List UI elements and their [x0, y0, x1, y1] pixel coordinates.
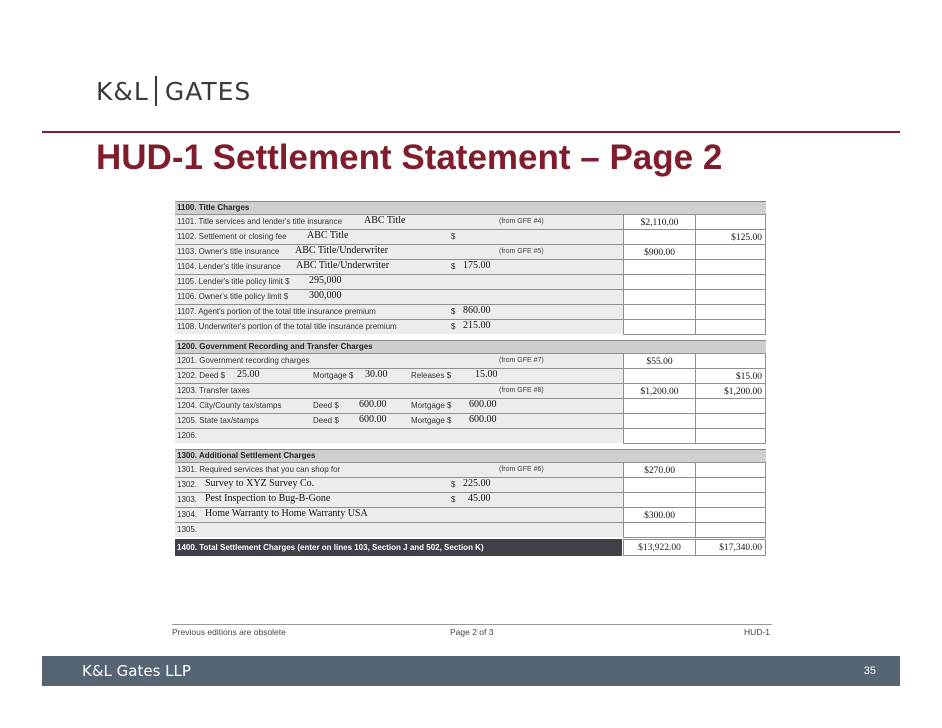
- borrower-amount: $1,200.00: [623, 383, 696, 399]
- line-1304: [175, 507, 766, 522]
- line-label: 1205. State tax/stamps: [177, 416, 259, 425]
- borrower-amount: [623, 492, 696, 508]
- releases-amount: 15.00: [475, 369, 498, 380]
- seller-amount: [695, 259, 766, 275]
- seller-amount: [695, 398, 766, 414]
- borrower-amount: $300.00: [623, 507, 696, 523]
- line-1206: [175, 428, 766, 443]
- line-label: 1301. Required services that you can shop for: [177, 465, 341, 474]
- line-label: 1106. Owner's title policy limit $: [177, 292, 289, 301]
- line-1202: [175, 368, 766, 383]
- borrower-amount: [623, 368, 696, 384]
- line-value: 295,000: [309, 275, 342, 286]
- line-label: 1305.: [177, 525, 198, 534]
- line-label: 1206.: [177, 431, 198, 440]
- line-1102: [175, 229, 766, 244]
- line-label: 1202. Deed $: [177, 371, 226, 380]
- mortgage-label: Mortgage $: [411, 416, 452, 425]
- seller-amount: $1,200.00: [695, 383, 766, 399]
- line-label: 1204. City/County tax/stamps: [177, 401, 282, 410]
- line-value: ABC Title/Underwriter: [295, 245, 389, 256]
- line-value: ABC Title: [364, 215, 406, 226]
- mortgage-amount: 30.00: [365, 369, 388, 380]
- line-1105: [175, 274, 766, 289]
- line-1107: [175, 304, 766, 319]
- form-footer-center: Page 2 of 3: [450, 627, 494, 637]
- sub-amount: 175.00: [463, 260, 491, 271]
- seller-amount: $15.00: [695, 368, 766, 384]
- dollar-sign: $: [451, 480, 456, 489]
- mortgage-label: Mortgage $: [313, 371, 354, 380]
- line-value: Survey to XYZ Survey Co.: [205, 478, 315, 489]
- borrower-amount: $900.00: [623, 244, 696, 260]
- line-label: 1101. Title services and lender's title insurance: [177, 217, 343, 226]
- seller-amount: [695, 492, 766, 508]
- line-value: Home Warranty to Home Warranty USA: [205, 508, 368, 519]
- borrower-amount: [623, 413, 696, 429]
- line-value: 300,000: [309, 290, 342, 301]
- form-footer-left: Previous editions are obsolete: [172, 627, 286, 637]
- line-label: 1201. Government recording charges: [177, 356, 310, 365]
- borrower-amount: [623, 259, 696, 275]
- seller-amount: [695, 304, 766, 320]
- total-label: 1400. Total Settlement Charges (enter on lines 103, Section J and 502, Section K): [175, 539, 622, 556]
- slide-page-number: 35: [863, 665, 876, 677]
- borrower-amount: [623, 477, 696, 493]
- line-1203: [175, 383, 766, 398]
- line-1301: [175, 462, 766, 477]
- seller-amount: [695, 319, 766, 335]
- header-rule: [42, 131, 900, 133]
- line-label: 1103. Owner's title insurance: [177, 247, 280, 256]
- seller-amount: [695, 462, 766, 478]
- line-1205: [175, 413, 766, 428]
- gfe-ref: (from GFE #4): [499, 218, 544, 225]
- line-label: 1304.: [177, 510, 198, 519]
- borrower-amount: [623, 428, 696, 444]
- deed-amount: 600.00: [359, 399, 387, 410]
- seller-amount: [695, 522, 766, 538]
- line-1305: [175, 522, 766, 537]
- sub-amount: 215.00: [463, 320, 491, 331]
- section-1200-heading: 1200. Government Recording and Transfer Charges: [175, 340, 766, 353]
- line-label: 1104. Lender's title insurance: [177, 262, 281, 271]
- borrower-amount: $55.00: [623, 353, 696, 369]
- line-1104: [175, 259, 766, 274]
- logo-left-text: K&L: [96, 76, 149, 106]
- slide-footer-bar: [42, 656, 900, 686]
- line-label: 1303.: [177, 495, 198, 504]
- line-1106: [175, 289, 766, 304]
- logo-divider: [155, 76, 157, 106]
- seller-amount: [695, 477, 766, 493]
- hud1-form: [175, 201, 766, 556]
- seller-amount: [695, 274, 766, 290]
- section-1100-heading: 1100. Title Charges: [175, 201, 766, 214]
- line-label: 1203. Transfer taxes: [177, 386, 250, 395]
- line-label: 1108. Underwriter's portion of the total title insurance premium: [177, 322, 397, 331]
- dollar-sign: $: [451, 495, 456, 504]
- line-1204: [175, 398, 766, 413]
- seller-amount: [695, 353, 766, 369]
- borrower-amount: [623, 319, 696, 335]
- seller-amount: [695, 244, 766, 260]
- mortgage-amount: 600.00: [469, 414, 497, 425]
- dollar-sign: $: [451, 232, 456, 241]
- seller-amount: $125.00: [695, 229, 766, 245]
- borrower-total: $13,922.00: [623, 539, 696, 556]
- logo-right-text: GATES: [164, 76, 252, 106]
- dollar-sign: $: [451, 322, 456, 331]
- footer-brand: K&L Gates LLP: [82, 662, 191, 680]
- line-label: 1102. Settlement or closing fee: [177, 232, 287, 241]
- releases-label: Releases $: [411, 371, 452, 380]
- dollar-sign: $: [451, 307, 456, 316]
- sub-amount: 45.00: [468, 493, 491, 504]
- line-1302: [175, 477, 766, 492]
- mortgage-amount: 600.00: [469, 399, 497, 410]
- line-value: ABC Title: [307, 230, 349, 241]
- form-footer-rule: [172, 624, 772, 625]
- borrower-amount: [623, 522, 696, 538]
- borrower-amount: [623, 304, 696, 320]
- mortgage-label: Mortgage $: [411, 401, 452, 410]
- sub-amount: 225.00: [463, 478, 491, 489]
- line-1103: [175, 244, 766, 259]
- line-value: ABC Title/Underwriter: [296, 260, 390, 271]
- slide-title: HUD-1 Settlement Statement – Page 2: [96, 138, 723, 177]
- seller-amount: [695, 507, 766, 523]
- deed-label: Deed $: [313, 401, 339, 410]
- form-footer-right: HUD-1: [744, 627, 770, 637]
- borrower-amount: [623, 229, 696, 245]
- borrower-amount: [623, 398, 696, 414]
- dollar-sign: $: [451, 262, 456, 271]
- sub-amount: 860.00: [463, 305, 491, 316]
- section-1300-heading: 1300. Additional Settlement Charges: [175, 449, 766, 462]
- borrower-amount: $270.00: [623, 462, 696, 478]
- line-1400-total: [175, 539, 766, 556]
- borrower-amount: [623, 289, 696, 305]
- seller-total: $17,340.00: [695, 539, 766, 556]
- kl-gates-logo: [96, 76, 251, 106]
- deed-amount: 600.00: [359, 414, 387, 425]
- line-1303: [175, 492, 766, 507]
- borrower-amount: $2,110.00: [623, 214, 696, 230]
- seller-amount: [695, 289, 766, 305]
- line-label: 1302.: [177, 480, 198, 489]
- seller-amount: [695, 214, 766, 230]
- line-label: 1105. Lender's title policy limit $: [177, 277, 290, 286]
- gfe-ref: (from GFE #5): [499, 248, 544, 255]
- seller-amount: [695, 428, 766, 444]
- gfe-ref: (from GFE #7): [499, 357, 544, 364]
- line-value: Pest Inspection to Bug-B-Gone: [205, 493, 331, 504]
- line-1108: [175, 319, 766, 334]
- borrower-amount: [623, 274, 696, 290]
- gfe-ref: (from GFE #8): [499, 387, 544, 394]
- line-label: 1107. Agent's portion of the total title insurance premium: [177, 307, 376, 316]
- line-1201: [175, 353, 766, 368]
- seller-amount: [695, 413, 766, 429]
- deed-label: Deed $: [313, 416, 339, 425]
- gfe-ref: (from GFE #6): [499, 466, 544, 473]
- line-1101: [175, 214, 766, 229]
- deed-amount: 25.00: [237, 369, 260, 380]
